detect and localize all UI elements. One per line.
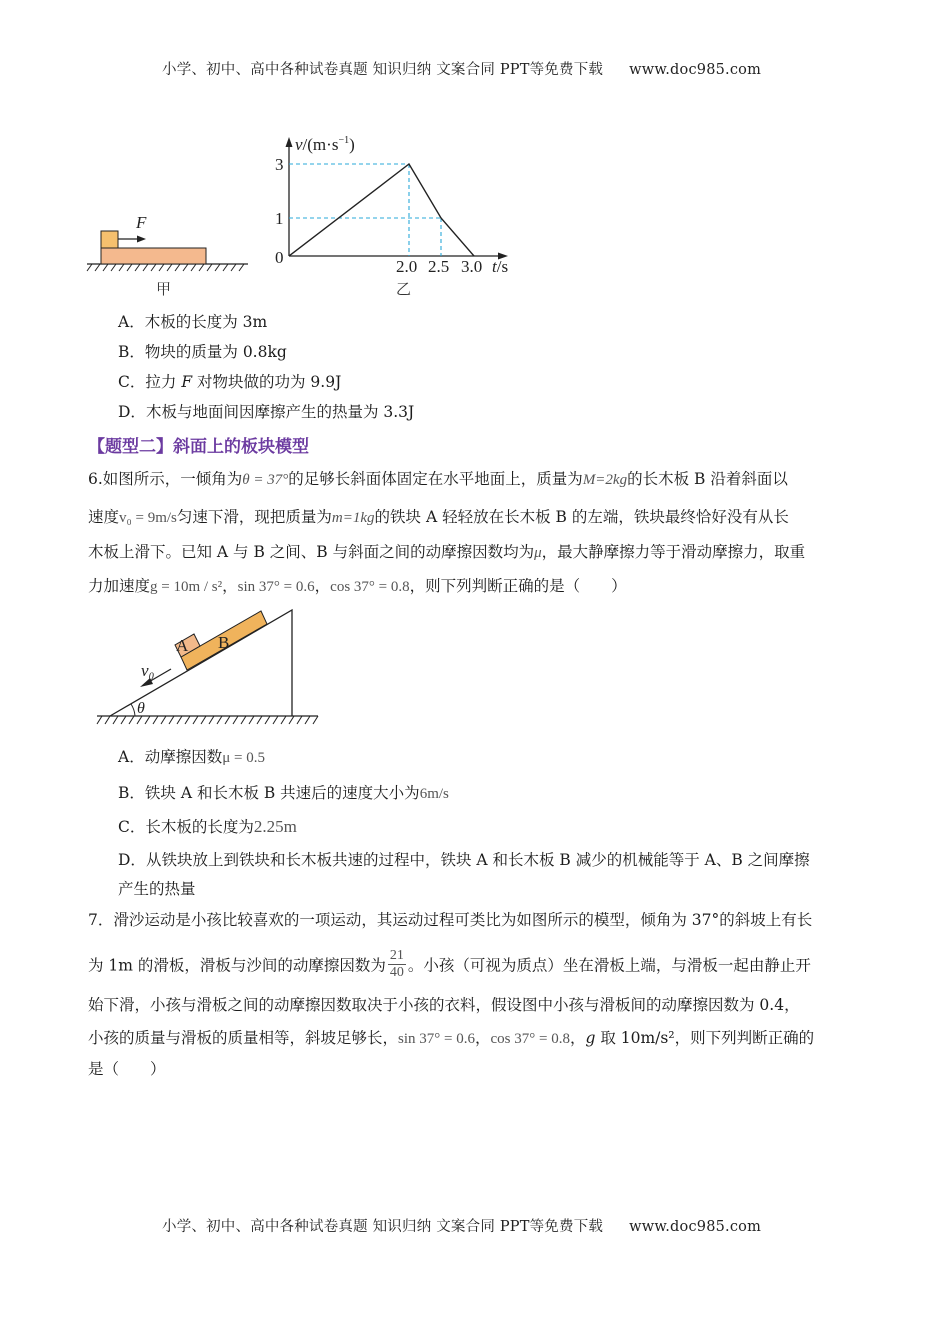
q6-option-d: D．从铁块放上到铁块和长木板共速的过程中，铁块 A 和长木板 B 减少的机械能等于 A、B 之间摩擦 [118, 851, 810, 869]
x-tick-2-0: 2.0 [396, 257, 418, 276]
q6-option-d-continued: 产生的热量 [118, 880, 196, 898]
figure-label-jia: 甲 [156, 282, 172, 298]
y-tick-3: 3 [275, 155, 284, 174]
theta-label: θ [137, 700, 145, 717]
header-text: 小学、初中、高中各种试卷真题 知识归纳 文案合同 PPT等免费下载 [162, 62, 604, 78]
q6-option-b: B．铁块 A 和长木板 B 共速后的速度大小为6m/s [118, 784, 449, 802]
x-tick-3-0: 3.0 [461, 257, 483, 276]
ground-hatch [97, 716, 318, 724]
block-a-label: A [176, 636, 189, 655]
origin-label: 0 [275, 248, 284, 267]
q7-stem-line-1: 7．滑沙运动是小孩比较喜欢的一项运动，其运动过程可类比为如图所示的模型，倾角为 37°的斜坡上有长 [88, 911, 813, 929]
x-tick-2-5: 2.5 [428, 257, 450, 276]
q6-stem-line-2: 速度v₀ = 9m/s匀速下滑，现把质量为m=1kg的铁块 A 轻轻放在长木板 B 的左端，铁块最终恰好没有从长 [88, 508, 789, 526]
q5-option-d: D．木板与地面间因摩擦产生的热量为 3.3J [118, 403, 415, 421]
y-tick-1: 1 [275, 209, 284, 228]
q5-option-a: A．木板的长度为 3m [118, 313, 268, 331]
q6-stem-line-1: 6.如图所示，一倾角为θ = 37°的足够长斜面体固定在水平地面上，质量为M=2kg的长木板 B 沿着斜面以 [88, 470, 788, 488]
q7-stem-line-4: 小孩的质量与滑板的质量相等，斜坡足够长，sin 37° = 0.6，cos 37° = 0.8，g 取 10m/s²，则下列判断正确的 [88, 1029, 815, 1047]
x-axis-label: t/s [492, 257, 509, 276]
q5-option-c: C．拉力 F 对物块做的功为 9.9J [118, 373, 342, 391]
block-b-label: B [218, 633, 230, 652]
angle-arc [131, 704, 135, 716]
section-heading: 【题型二】斜面上的板块模型 [88, 437, 309, 457]
q7-stem-line-3: 始下滑，小孩与滑板之间的动摩擦因数取决于小孩的衣料，假设图中小孩与滑板间的动摩擦因数为 0.4， [88, 996, 800, 1014]
force-arrow-icon [118, 236, 146, 243]
figure-block-on-board [80, 120, 540, 310]
board [101, 248, 206, 264]
q6-option-c: C．长木板的长度为2.25m [118, 817, 297, 836]
velocity-line [289, 164, 474, 256]
page-footer [162, 1215, 761, 1236]
ground-hatch [87, 264, 248, 271]
y-axis-label: $v/(m\cdot s^{-1})$ [295, 135, 355, 154]
q6-option-a: A．动摩擦因数μ = 0.5 [118, 748, 265, 766]
figure-label-yi: 乙 [396, 282, 412, 298]
q6-stem-line-3: 木板上滑下。已知 A 与 B 之间、B 与斜面之间的动摩擦因数均为μ，最大静摩擦力等于滑动摩擦力，取重 [88, 543, 806, 561]
v0-label: v₀ [141, 661, 155, 680]
figure-incline [90, 600, 330, 730]
small-block [101, 231, 118, 248]
q7-stem-line-5: 是（ ） [88, 1060, 166, 1078]
vt-chart [275, 135, 508, 298]
footer-url: www.doc985.com [629, 1219, 762, 1235]
page-header [162, 58, 761, 79]
q5-option-b: B．物块的质量为 0.8kg [118, 343, 287, 361]
force-label: F [136, 213, 147, 232]
dashed-guides [289, 164, 441, 256]
footer-text: 小学、初中、高中各种试卷真题 知识归纳 文案合同 PPT等免费下载 [162, 1219, 604, 1235]
fraction-21-40: $\frac{21}{40}$ [389, 948, 404, 980]
header-url: www.doc985.com [629, 62, 762, 78]
q6-stem-line-4: 力加速度g = 10m / s²，sin 37° = 0.6，cos 37° = 0.8，则下列判断正确的是（ ） [88, 577, 627, 595]
q7-stem-line-2: 为 1m 的滑板，滑板与沙间的动摩擦因数为 $\frac{21}{40}$ 。小孩（可视为质点）坐在滑板上端，与滑板一起由静止开 [88, 948, 811, 980]
